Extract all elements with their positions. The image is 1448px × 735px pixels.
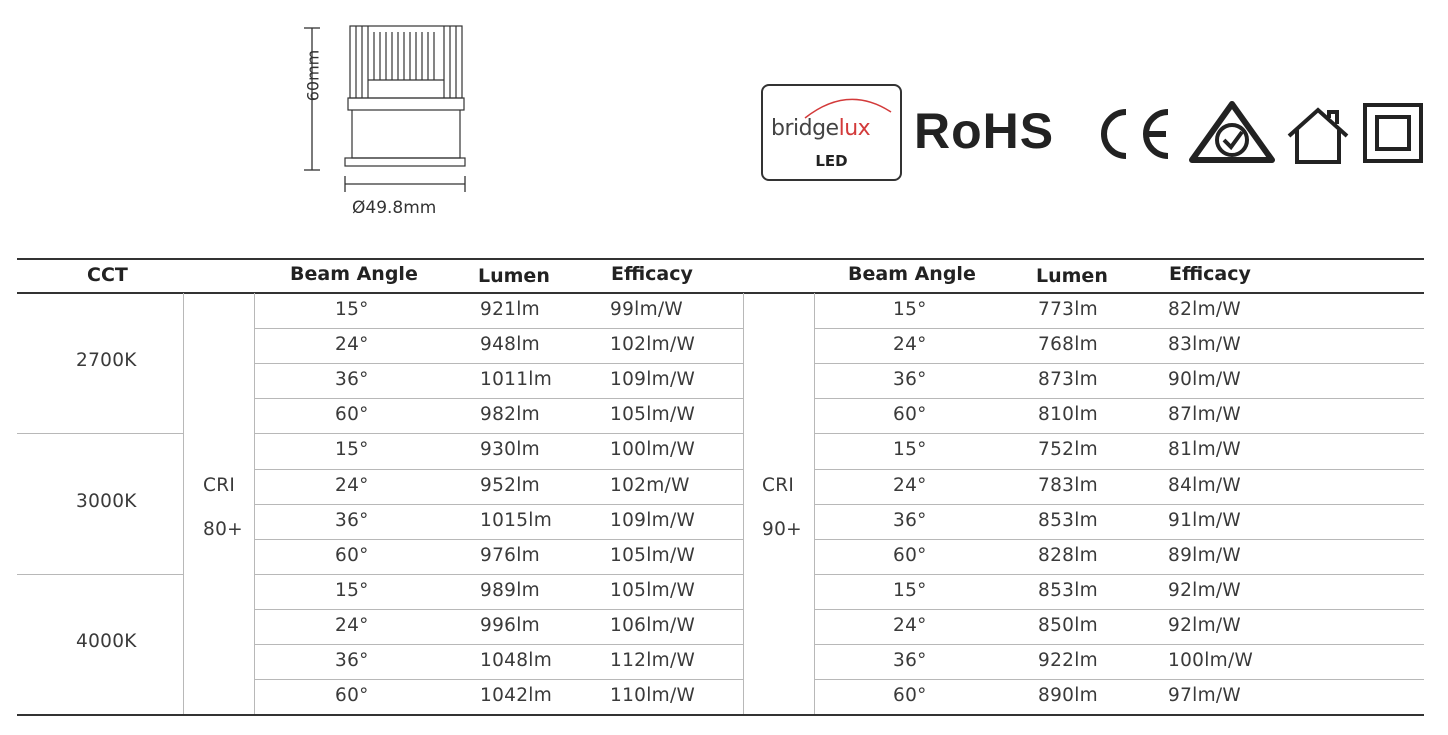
lumen-cri90-cell: 890lm — [1038, 685, 1098, 707]
bridgelux-logo — [761, 84, 902, 181]
row-separator — [255, 679, 743, 680]
header-lumen-cri90: Lumen — [1036, 265, 1108, 287]
efficacy-cri90-cell: 91lm/W — [1168, 509, 1242, 531]
row-separator — [815, 504, 1424, 505]
cct-value: 2700K — [76, 350, 137, 372]
efficacy-cri80-cell: 109lm/W — [610, 369, 696, 391]
efficacy-cri80-cell: 99lm/W — [610, 299, 684, 320]
efficacy-cri80-cell: 105lm/W — [610, 404, 696, 426]
lumen-cri80-cell: 996lm — [480, 614, 540, 636]
lumen-cri90-cell: 828lm — [1038, 544, 1098, 566]
efficacy-cri90-cell: 84lm/W — [1168, 474, 1242, 496]
lumen-cri80-cell: 921lm — [480, 299, 540, 320]
efficacy-cri80-cell: 109lm/W — [610, 509, 696, 531]
efficacy-cri80-cell: 102m/W — [610, 474, 690, 496]
divider-cct-cri80 — [183, 293, 184, 714]
table-header-rule — [17, 292, 1424, 294]
beam-angle-cri80-cell: 24° — [335, 334, 369, 356]
row-separator — [255, 644, 743, 645]
beam-angle-cri90-cell: 15° — [893, 439, 927, 461]
header-efficacy-cri80: Efficacy — [611, 263, 693, 285]
beam-angle-cri80-cell: 24° — [335, 474, 369, 496]
rcm-mark-icon — [1188, 100, 1276, 166]
beam-angle-cri80-cell: 36° — [335, 369, 369, 391]
lumen-cri90-cell: 783lm — [1038, 474, 1098, 496]
efficacy-cri90-cell: 87lm/W — [1168, 404, 1242, 426]
row-separator — [255, 328, 743, 329]
cri80-label: CRI — [203, 475, 236, 496]
ce-mark-icon — [1096, 106, 1178, 162]
beam-angle-cri80-cell: 24° — [335, 614, 369, 636]
lumen-cri80-cell: 982lm — [480, 404, 540, 426]
efficacy-cri80-cell: 106lm/W — [610, 614, 696, 636]
cct-value: 3000K — [76, 490, 137, 512]
row-separator — [255, 574, 743, 575]
lumen-cri80-cell: 1015lm — [480, 509, 553, 531]
divider-data-cri90 — [743, 293, 744, 714]
header-cct: CCT — [87, 264, 128, 286]
cri90-label: CRI — [762, 475, 795, 496]
efficacy-cri90-cell: 83lm/W — [1168, 334, 1242, 356]
row-separator — [255, 363, 743, 364]
efficacy-cri80-cell: 110lm/W — [610, 685, 696, 707]
cct-value: 4000K — [76, 631, 137, 652]
beam-angle-cri90-cell: 60° — [893, 685, 927, 707]
cri90-value: 90+ — [762, 519, 802, 540]
lumen-cri90-cell: 773lm — [1038, 299, 1098, 320]
row-separator — [815, 398, 1424, 399]
lumen-cri90-cell: 853lm — [1038, 509, 1098, 531]
row-separator — [815, 539, 1424, 540]
efficacy-cri90-cell: 90lm/W — [1168, 369, 1242, 391]
beam-angle-cri80-cell: 15° — [335, 579, 369, 601]
row-separator — [815, 328, 1424, 329]
table-top-rule — [17, 258, 1424, 260]
bridgelux-led-label: LED — [815, 152, 848, 170]
efficacy-cri80-cell: 102lm/W — [610, 334, 696, 356]
beam-angle-cri90-cell: 36° — [893, 650, 927, 671]
rohs-mark: RoHS — [914, 103, 1055, 159]
lumen-cri80-cell: 1042lm — [480, 685, 553, 707]
beam-angle-cri90-cell: 24° — [893, 474, 927, 496]
row-separator — [815, 644, 1424, 645]
lumen-cri80-cell: 948lm — [480, 334, 540, 356]
lumen-cri90-cell: 768lm — [1038, 334, 1098, 356]
header-beam-angle-cri80: Beam Angle — [290, 263, 418, 285]
beam-angle-cri90-cell: 60° — [893, 404, 927, 426]
header-efficacy-cri90: Efficacy — [1169, 263, 1251, 285]
header-beam-angle-cri90: Beam Angle — [848, 263, 976, 285]
lumen-cri90-cell: 922lm — [1038, 650, 1098, 671]
beam-angle-cri80-cell: 15° — [335, 439, 369, 461]
efficacy-cri80-cell: 105lm/W — [610, 544, 696, 566]
row-separator — [815, 433, 1424, 434]
cct-group-separator — [17, 433, 183, 434]
row-separator — [815, 609, 1424, 610]
beam-angle-cri80-cell: 60° — [335, 685, 369, 707]
class-ii-icon — [1362, 102, 1424, 164]
lumen-cri90-cell: 810lm — [1038, 404, 1098, 426]
cri80-value: 80+ — [203, 519, 243, 540]
row-separator — [815, 363, 1424, 364]
lumen-cri80-cell: 930lm — [480, 439, 540, 461]
row-separator — [255, 609, 743, 610]
beam-angle-cri80-cell: 60° — [335, 544, 369, 566]
lumen-cri80-cell: 989lm — [480, 579, 540, 601]
row-separator — [815, 469, 1424, 470]
row-separator — [815, 574, 1424, 575]
efficacy-cri90-cell: 97lm/W — [1168, 685, 1242, 707]
beam-angle-cri80-cell: 15° — [335, 299, 369, 320]
efficacy-cri90-cell: 100lm/W — [1168, 650, 1254, 671]
row-separator — [255, 469, 743, 470]
beam-angle-cri90-cell: 15° — [893, 579, 927, 601]
efficacy-cri90-cell: 92lm/W — [1168, 614, 1242, 636]
efficacy-cri90-cell: 92lm/W — [1168, 579, 1242, 601]
beam-angle-cri80-cell: 36° — [335, 650, 369, 671]
house-icon — [1283, 104, 1353, 166]
row-separator — [255, 539, 743, 540]
lumen-cri90-cell: 752lm — [1038, 439, 1098, 461]
cct-group-separator — [17, 574, 183, 575]
lumen-cri90-cell: 853lm — [1038, 579, 1098, 601]
beam-angle-cri90-cell: 60° — [893, 544, 927, 566]
lumen-cri80-cell: 952lm — [480, 474, 540, 496]
efficacy-cri90-cell: 89lm/W — [1168, 544, 1242, 566]
spec-table — [17, 258, 1424, 716]
lumen-cri80-cell: 1048lm — [480, 650, 553, 671]
efficacy-cri90-cell: 82lm/W — [1168, 299, 1242, 320]
row-separator — [255, 504, 743, 505]
beam-angle-cri90-cell: 24° — [893, 614, 927, 636]
header-lumen-cri80: Lumen — [478, 265, 550, 287]
height-dimension-label: 60mm — [303, 49, 323, 102]
lumen-cri80-cell: 976lm — [480, 544, 540, 566]
row-separator — [255, 398, 743, 399]
efficacy-cri80-cell: 100lm/W — [610, 439, 696, 461]
row-separator — [815, 679, 1424, 680]
diameter-dimension-label: Ø49.8mm — [352, 198, 437, 218]
efficacy-cri80-cell: 112lm/W — [610, 650, 696, 671]
beam-angle-cri90-cell: 36° — [893, 369, 927, 391]
lumen-cri90-cell: 873lm — [1038, 369, 1098, 391]
lumen-cri80-cell: 1011lm — [480, 369, 553, 391]
bridgelux-wordmark: bridgelux — [771, 116, 871, 141]
row-separator — [255, 433, 743, 434]
lumen-cri90-cell: 850lm — [1038, 614, 1098, 636]
beam-angle-cri90-cell: 24° — [893, 334, 927, 356]
beam-angle-cri90-cell: 36° — [893, 509, 927, 531]
beam-angle-cri80-cell: 60° — [335, 404, 369, 426]
efficacy-cri80-cell: 105lm/W — [610, 579, 696, 601]
table-bottom-rule — [17, 714, 1424, 716]
beam-angle-cri80-cell: 36° — [335, 509, 369, 531]
efficacy-cri90-cell: 81lm/W — [1168, 439, 1242, 461]
beam-angle-cri90-cell: 15° — [893, 299, 927, 320]
